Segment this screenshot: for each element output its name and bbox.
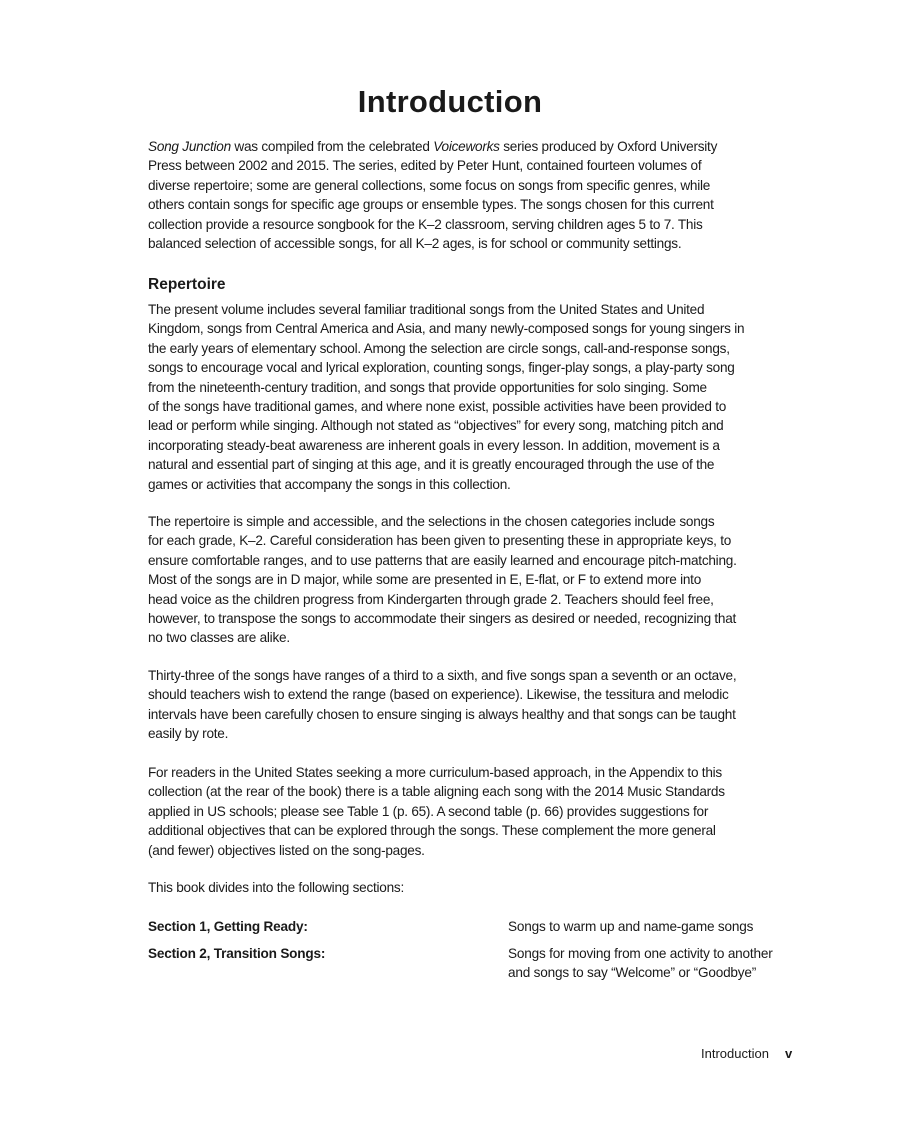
- text-line: [148, 137, 778, 156]
- text-line: collection provide a resource songbook for the K–2 classroom, serving children ages 5 to 7. This: [148, 216, 703, 232]
- text-line: collection (at the rear of the book) there is a table aligning each song with the 2014 Music Standards: [148, 784, 725, 800]
- text-line: natural and essential part of singing at this age, and it is greatly encouraged through the use of the: [148, 457, 715, 473]
- text-line: The present volume includes several familiar traditional songs from the United States and United: [148, 302, 705, 317]
- running-head: Introduction: [701, 1046, 769, 1061]
- text-line: lead or perform while singing. Although not stated as “objectives” for every song, matching pitch and: [148, 418, 724, 434]
- intro-paragraph: [148, 137, 778, 253]
- text-line: no two classes are alike.: [148, 630, 290, 646]
- text-line: ensure comfortable ranges, and to use patterns that are easily learned and encourage pitch-matching.: [148, 552, 737, 568]
- text-line: easily by rote.: [148, 726, 229, 742]
- repertoire-paragraph-3: [148, 666, 778, 744]
- book-title-song-junction: Song Junction: [148, 139, 231, 154]
- text-line: songs to encourage vocal and lyrical exploration, counting songs, finger-play songs, a play-party song: [148, 360, 735, 376]
- repertoire-paragraph-2: [148, 512, 778, 648]
- text-line: balanced selection of accessible songs, for all K–2 ages, is for school or community settings.: [148, 235, 682, 251]
- page-title: Introduction: [357, 84, 543, 119]
- repertoire-paragraph-1: [148, 300, 778, 494]
- text-line: applied in US schools; please see Table 1 (p. 65). A second table (p. 66) provides suggestions for: [148, 803, 709, 819]
- text-line: diverse repertoire; some are general collections, some focus on songs from specific genres, while: [148, 177, 711, 193]
- series-title-voiceworks: Voiceworks: [433, 139, 500, 154]
- text-line: the early years of elementary school. Among the selection are circle songs, call-and-response songs,: [148, 340, 730, 356]
- section-2-label: Section 2, Transition Songs:: [148, 946, 326, 961]
- page-number: v: [785, 1046, 793, 1061]
- text-line: additional objectives that can be explored through the songs. These complement the more general: [148, 823, 716, 839]
- text-line: For readers in the United States seeking a more curriculum-based approach, in the Appendix to this: [148, 765, 722, 780]
- text-line: Most of the songs are in D major, while some are presented in E, E-flat, or F to extend more into: [148, 572, 701, 588]
- text-segment: series produced by Oxford University: [499, 139, 718, 154]
- text-line: Kingdom, songs from Central America and Asia, and many newly-composed songs for young singers in: [148, 321, 745, 337]
- text-line: head voice as the children progress from Kindergarten through grade 2. Teachers should feel free,: [148, 591, 714, 607]
- section-heading-repertoire: Repertoire: [148, 276, 226, 293]
- text-line: Thirty-three of the songs have ranges of a third to a sixth, and five songs span a seventh or an octave,: [148, 668, 737, 683]
- section-1-description: Songs to warm up and name-game songs: [508, 919, 754, 934]
- text-line: intervals have been carefully chosen to ensure singing is always healthy and that songs can be taught: [148, 706, 736, 722]
- repertoire-paragraph-4: [148, 763, 778, 860]
- text-line: games or activities that accompany the songs in this collection.: [148, 476, 511, 492]
- text-line: from the nineteenth-century tradition, and songs that provide opportunities for solo singing. Some: [148, 379, 707, 395]
- section-1-label: Section 1, Getting Ready:: [148, 919, 308, 934]
- text-line: Press between 2002 and 2015. The series, edited by Peter Hunt, contained fourteen volumes of: [148, 158, 702, 174]
- text-line: however, to transpose the songs to accommodate their singers as desired or needed, recognizing that: [148, 610, 737, 626]
- text-line: should teachers wish to extend the range (based on experience). Likewise, the tessitura and melodic: [148, 687, 729, 703]
- text-line: incorporating steady-beat awareness are inherent goals in every lesson. In addition, movement is a: [148, 437, 720, 453]
- text-line: (and fewer) objectives listed on the song-pages.: [148, 842, 425, 858]
- text-line: for each grade, K–2. Careful consideration has been given to presenting these in appropriate keys, to: [148, 533, 732, 549]
- text-segment: was compiled from the celebrated: [230, 139, 434, 154]
- sections-intro: [148, 878, 778, 897]
- text-line: of the songs have traditional games, and where none exist, possible activities have been provided to: [148, 398, 727, 414]
- section-2-description: Songs for moving from one activity to another and songs to say “Welcome” or “Goodbye”: [508, 946, 773, 981]
- text-line: The repertoire is simple and accessible, and the selections in the chosen categories include songs: [148, 514, 715, 529]
- text-line: others contain songs for specific age groups or ensemble types. The songs chosen for this current: [148, 197, 714, 213]
- text-line: This book divides into the following sections:: [148, 880, 404, 895]
